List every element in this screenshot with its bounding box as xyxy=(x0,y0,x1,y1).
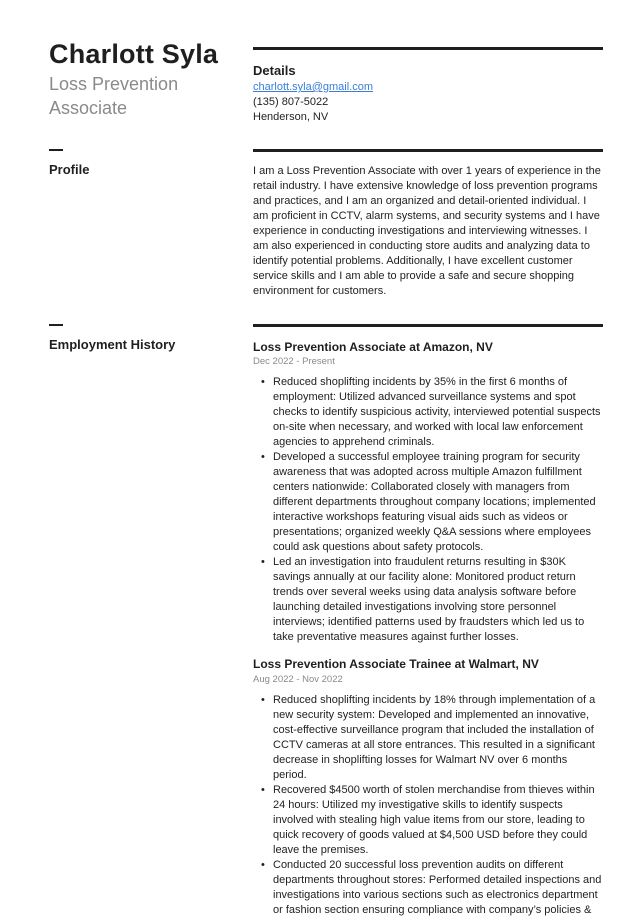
job-title: Loss Prevention Associate at Amazon, NV xyxy=(253,340,493,354)
profile-heading: Profile xyxy=(49,162,90,177)
job-bullet-text: Reduced shoplifting incidents by 18% through implementation of a new security system: Developed and implemented an innovative, cost-effective surveillance program that included the installation of CCTV cameras at all store entrances. This resulted in a significant decrease in shoplifting losses for Walmart NV over 6 months period. xyxy=(273,694,596,781)
employment-rule xyxy=(253,324,603,327)
job-title: Loss Prevention Associate Trainee at Walmart, NV xyxy=(253,657,539,671)
profile-rule xyxy=(253,149,603,152)
bullet-icon: • xyxy=(261,694,265,706)
bullet-icon: • xyxy=(261,376,265,388)
job-bullet-text: Reduced shoplifting incidents by 35% in the first 6 months of employment: Utilized advanced surveillance systems and spot checks to identify suspicious activity, interviewed potential suspects on-site when necessary, and worked with local law enforcement agencies to apprehend criminals. xyxy=(273,376,601,448)
job-bullet xyxy=(253,858,603,918)
employment-dash xyxy=(49,324,63,326)
location-text: Henderson, NV xyxy=(253,111,329,123)
job-bullet xyxy=(253,783,603,858)
job-bullet-text: Developed a successful employee training program for security awareness that was adopted across multiple Amazon fulfillment centers nationwide: Collaborated closely with managers from different departments throughout company locations; implemented interactive workshops featuring visual aids such as videos or presentations; organized weekly Q&A sessions where employees could ask questions about safety protocols. xyxy=(273,451,596,553)
employment-heading: Employment History xyxy=(49,337,176,352)
job-bullet-text: Conducted 20 successful loss prevention audits on different departments throughout stores: Performed detailed inspections and investigations into various sections such as electronics department or fashion section ensuring compliance with company’s policies & xyxy=(273,859,602,916)
bullet-icon: • xyxy=(261,859,265,871)
bullet-icon: • xyxy=(261,451,265,463)
profile-dash xyxy=(49,149,63,151)
job-dates: Dec 2022 - Present xyxy=(253,356,335,367)
job-bullet-list xyxy=(253,375,603,645)
job-bullet xyxy=(253,693,603,783)
bullet-icon: • xyxy=(261,556,265,568)
email-link[interactable]: charlott.syla@gmail.com xyxy=(253,81,373,93)
job-bullet-text: Led an investigation into fraudulent returns resulting in $30K savings annually at our facility alone: Monitored product return trends over several weeks using data analysis software before launching detailed investigations involving store personnel interviews; identified patterns used by fraudsters which led us to take preventative measures against further losses. xyxy=(273,556,585,643)
job-bullet-list xyxy=(253,693,603,918)
job-dates: Aug 2022 - Nov 2022 xyxy=(253,674,343,685)
job-bullet xyxy=(253,375,603,450)
details-heading: Details xyxy=(253,63,296,78)
bullet-icon: • xyxy=(261,784,265,796)
phone-text: (135) 807-5022 xyxy=(253,96,329,108)
candidate-name: Charlott Syla xyxy=(49,39,219,69)
job-bullet-text: Recovered $4500 worth of stolen merchandise from thieves within 24 hours: Utilized my investigative skills to identify suspects involved with stealing high value items from our store, leading to quick recovery of goods valued at $4,500 USD before they could leave the premises. xyxy=(273,784,595,856)
profile-text: I am a Loss Prevention Associate with over 1 years of experience in the retail industry. I have extensive knowledge of loss prevention programs and practices, and I am an organized and detail-oriented individual. I am proficient in CCTV, alarm systems, and security systems and I have experience in conducting investigations and interviewing witnesses. I am also experienced in conducting store audits and analyzing data to identify potential problems. Additionally, I have excellent customer service skills and I am able to provide a safe and secure shopping environment for customers. xyxy=(253,165,601,297)
job-bullet xyxy=(253,555,603,645)
candidate-title: Loss Prevention Associate xyxy=(49,74,179,118)
details-rule xyxy=(253,47,603,50)
job-bullet xyxy=(253,450,603,555)
